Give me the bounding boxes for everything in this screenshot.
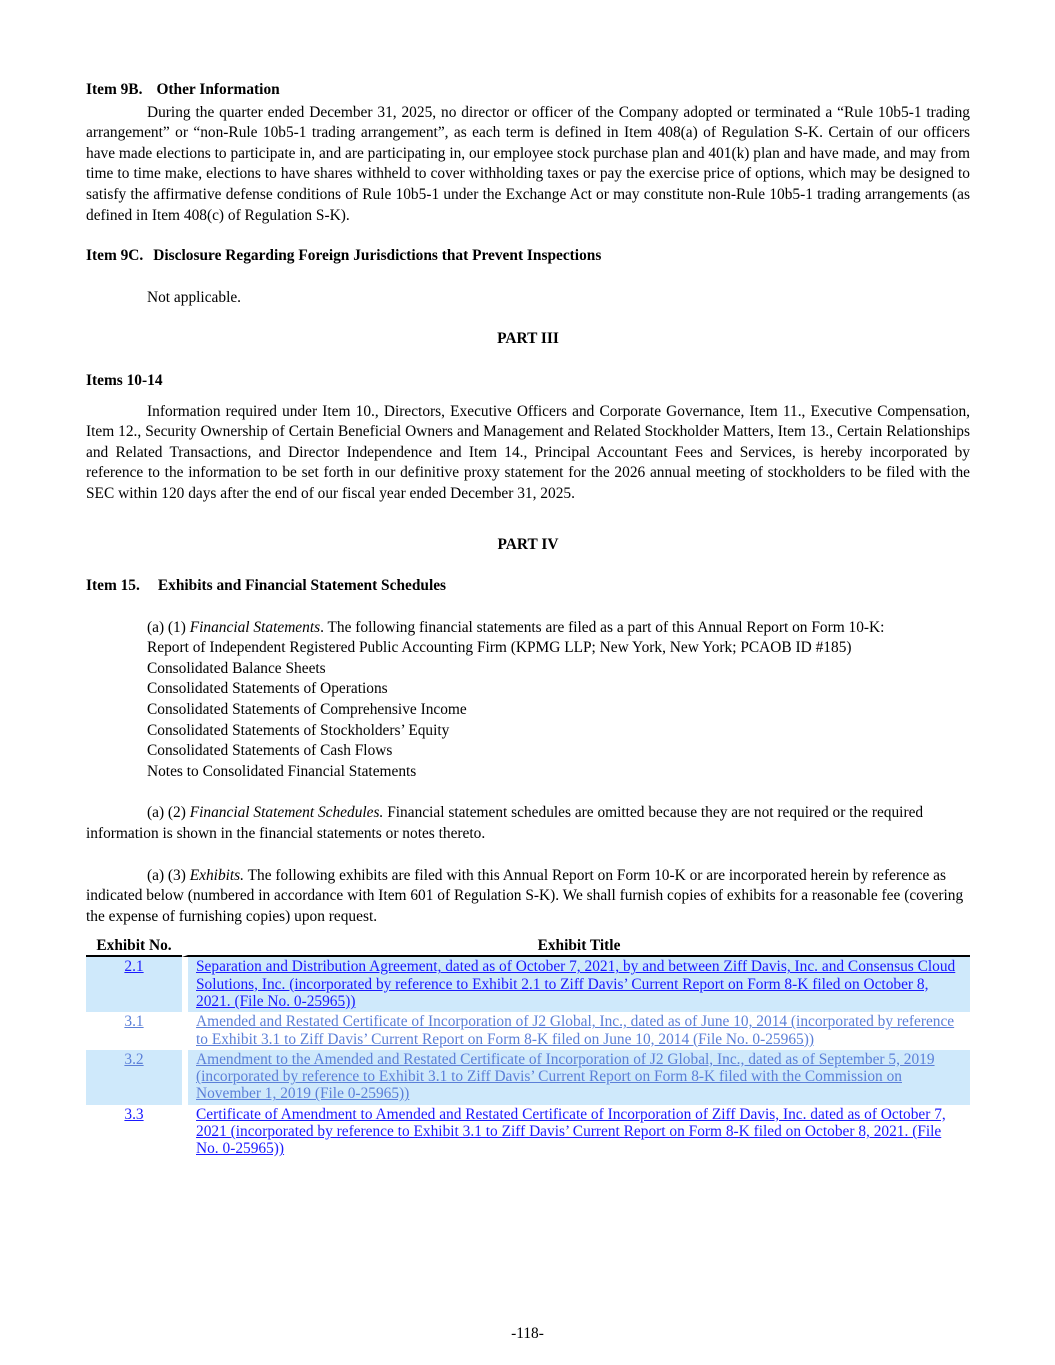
list-item: Consolidated Statements of Operations bbox=[147, 680, 388, 698]
exhibit-title-link[interactable]: Separation and Distribution Agreement, dated as of October 7, 2021, by and between Ziff Davis, Inc. and Consensus Cloud Solutions, Inc. (incorporated by reference to Exhibit 2.1 to Ziff Davis’ Current Report on Form 8-K filed on October 8, 2021. (File No. 0-25965)) bbox=[196, 958, 956, 1010]
exhibit-title-link[interactable]: Amended and Restated Certificate of Incorporation of J2 Global, Inc., dated as of June 10, 2014 (incorporated by reference to Exhibit 3.1 to Ziff Davis’ Current Report on Form 8-K filed on June 10, 2014 (File No. 0-25965)) bbox=[196, 1013, 955, 1048]
item-9b-label: Item 9B. bbox=[86, 81, 143, 98]
list-item: Consolidated Statements of Cash Flows bbox=[147, 742, 393, 760]
exhibit-number-link[interactable]: 3.1 bbox=[124, 1013, 144, 1031]
document-page bbox=[86, 80, 970, 1160]
exhibits-paragraph: (a) (3) Exhibits. The following exhibits are filed with this Annual Report on Form 10-K or are incorporated herein by reference as indicated below (numbered in accordance with Item 601 of Regulation S-K). We shall furnish copies of exhibits for a reasonable fee (covering the expense of furnishing copies) upon request. bbox=[86, 866, 964, 925]
financial-statements-intro: (a) (1) Financial Statements. The following financial statements are filed as a part of this Annual Report on Form 10-K: bbox=[147, 618, 885, 636]
items-10-14-heading: Items 10-14 bbox=[86, 371, 163, 389]
financial-statements-list bbox=[147, 638, 970, 782]
items-10-14-body: Information required under Item 10., Directors, Executive Officers and Corporate Governance, Item 11., Executive Compensation, Item 12., Security Ownership of Certain Beneficial Owners and Management and Related Stockholder Matters, Item 13., Certain Relationships and Related Transactions, and Director Independence and Item 14., Principal Accountant Fees and Services, is hereby incorporated by reference to the information to be set forth in our definitive proxy statement for the 2026 annual meeting of stockholders to be filed with the SEC within 120 days after the end of our fiscal year ended December 31, 2025. bbox=[86, 402, 970, 502]
exhibits-table bbox=[86, 937, 970, 1159]
item-9b-heading bbox=[86, 80, 970, 101]
schedules-label: Financial Statement Schedules. bbox=[189, 804, 384, 822]
exhibit-number-link[interactable]: 2.1 bbox=[124, 958, 144, 976]
exhibit-title-link[interactable]: Certificate of Amendment to Amended and Restated Certificate of Incorporation of Ziff Davis, Inc. dated as of October 7, 2021 (incorporated by reference to Exhibit 3.1 to Ziff Davis’ Current Report on Form 8-K filed on October 8, 2021. (File No. 0-25965)) bbox=[196, 1105, 946, 1158]
col-exhibit-title: Exhibit Title bbox=[182, 937, 970, 957]
exhibit-number-link[interactable]: 3.2 bbox=[124, 1050, 144, 1068]
col-exhibit-no: Exhibit No. bbox=[86, 937, 182, 957]
table-header-row bbox=[86, 937, 970, 957]
exhibit-title-link[interactable]: Amendment to the Amended and Restated Certificate of Incorporation of J2 Global, Inc., dated as of September 5, 2019 (incorporated by reference to Exhibit 3.1 to Ziff Davis’ Current Report on Form 8-K filed with the Commission on November 1, 2019 (File 0-25965)) bbox=[196, 1050, 935, 1103]
list-item: Notes to Consolidated Financial Statements bbox=[147, 762, 417, 780]
table-row bbox=[86, 1105, 970, 1160]
item-9c-label: Item 9C. bbox=[86, 247, 144, 265]
list-item: Consolidated Balance Sheets bbox=[147, 659, 326, 677]
item-9b-body: During the quarter ended December 31, 2025, no director or officer of the Company adopted or terminated a “Rule 10b5-1 trading arrangement” or “non-Rule 10b5-1 trading arrangement”, as each term is defined in Item 408(a) of Regulation S-K. Certain of our officers have made elections to participate in, and are participating in, our employee stock purchase plan and 401(k) plan and have made, and may from time to time make, elections to have shares withheld to cover withholding taxes or pay the exercise price of options, which may be designed to satisfy the affirmative defense conditions of Rule 10b5-1 under the Exchange Act or may constitute non-Rule 10b5-1 trading arrangements (as defined in Item 408(c) of Regulation S-K). bbox=[86, 103, 970, 224]
part-iv-title: PART IV bbox=[497, 535, 559, 553]
item-15-heading bbox=[86, 576, 970, 597]
table-row bbox=[86, 1050, 970, 1105]
exhibits-label: Exhibits. bbox=[189, 866, 245, 884]
table-row bbox=[86, 957, 970, 1012]
list-item: Consolidated Statements of Stockholders’ Equity bbox=[147, 721, 450, 739]
financial-statements-label: Financial Statements bbox=[189, 618, 321, 636]
item-9c-heading bbox=[86, 246, 970, 267]
exhibit-number-link[interactable]: 3.3 bbox=[124, 1105, 144, 1123]
item-15-label: Item 15. bbox=[86, 577, 140, 595]
table-row bbox=[86, 1012, 970, 1050]
part-iii-title: PART III bbox=[497, 330, 559, 348]
item-15-title: Exhibits and Financial Statement Schedules bbox=[157, 577, 447, 595]
item-9c-title: Disclosure Regarding Foreign Jurisdictions that Prevent Inspections bbox=[153, 247, 602, 265]
item-9c-body: Not applicable. bbox=[147, 288, 242, 306]
schedules-paragraph: (a) (2) Financial Statement Schedules. Financial statement schedules are omitted because they are not required or the required information is shown in the financial statements or notes thereto. bbox=[86, 804, 924, 843]
page-number: -118- bbox=[511, 1325, 544, 1342]
list-item: Consolidated Statements of Comprehensive Income bbox=[147, 701, 467, 719]
item-9b-title: Other Information bbox=[156, 81, 280, 98]
list-item: Report of Independent Registered Public Accounting Firm (KPMG LLP; New York, New York; PCAOB ID #185) bbox=[147, 639, 852, 657]
